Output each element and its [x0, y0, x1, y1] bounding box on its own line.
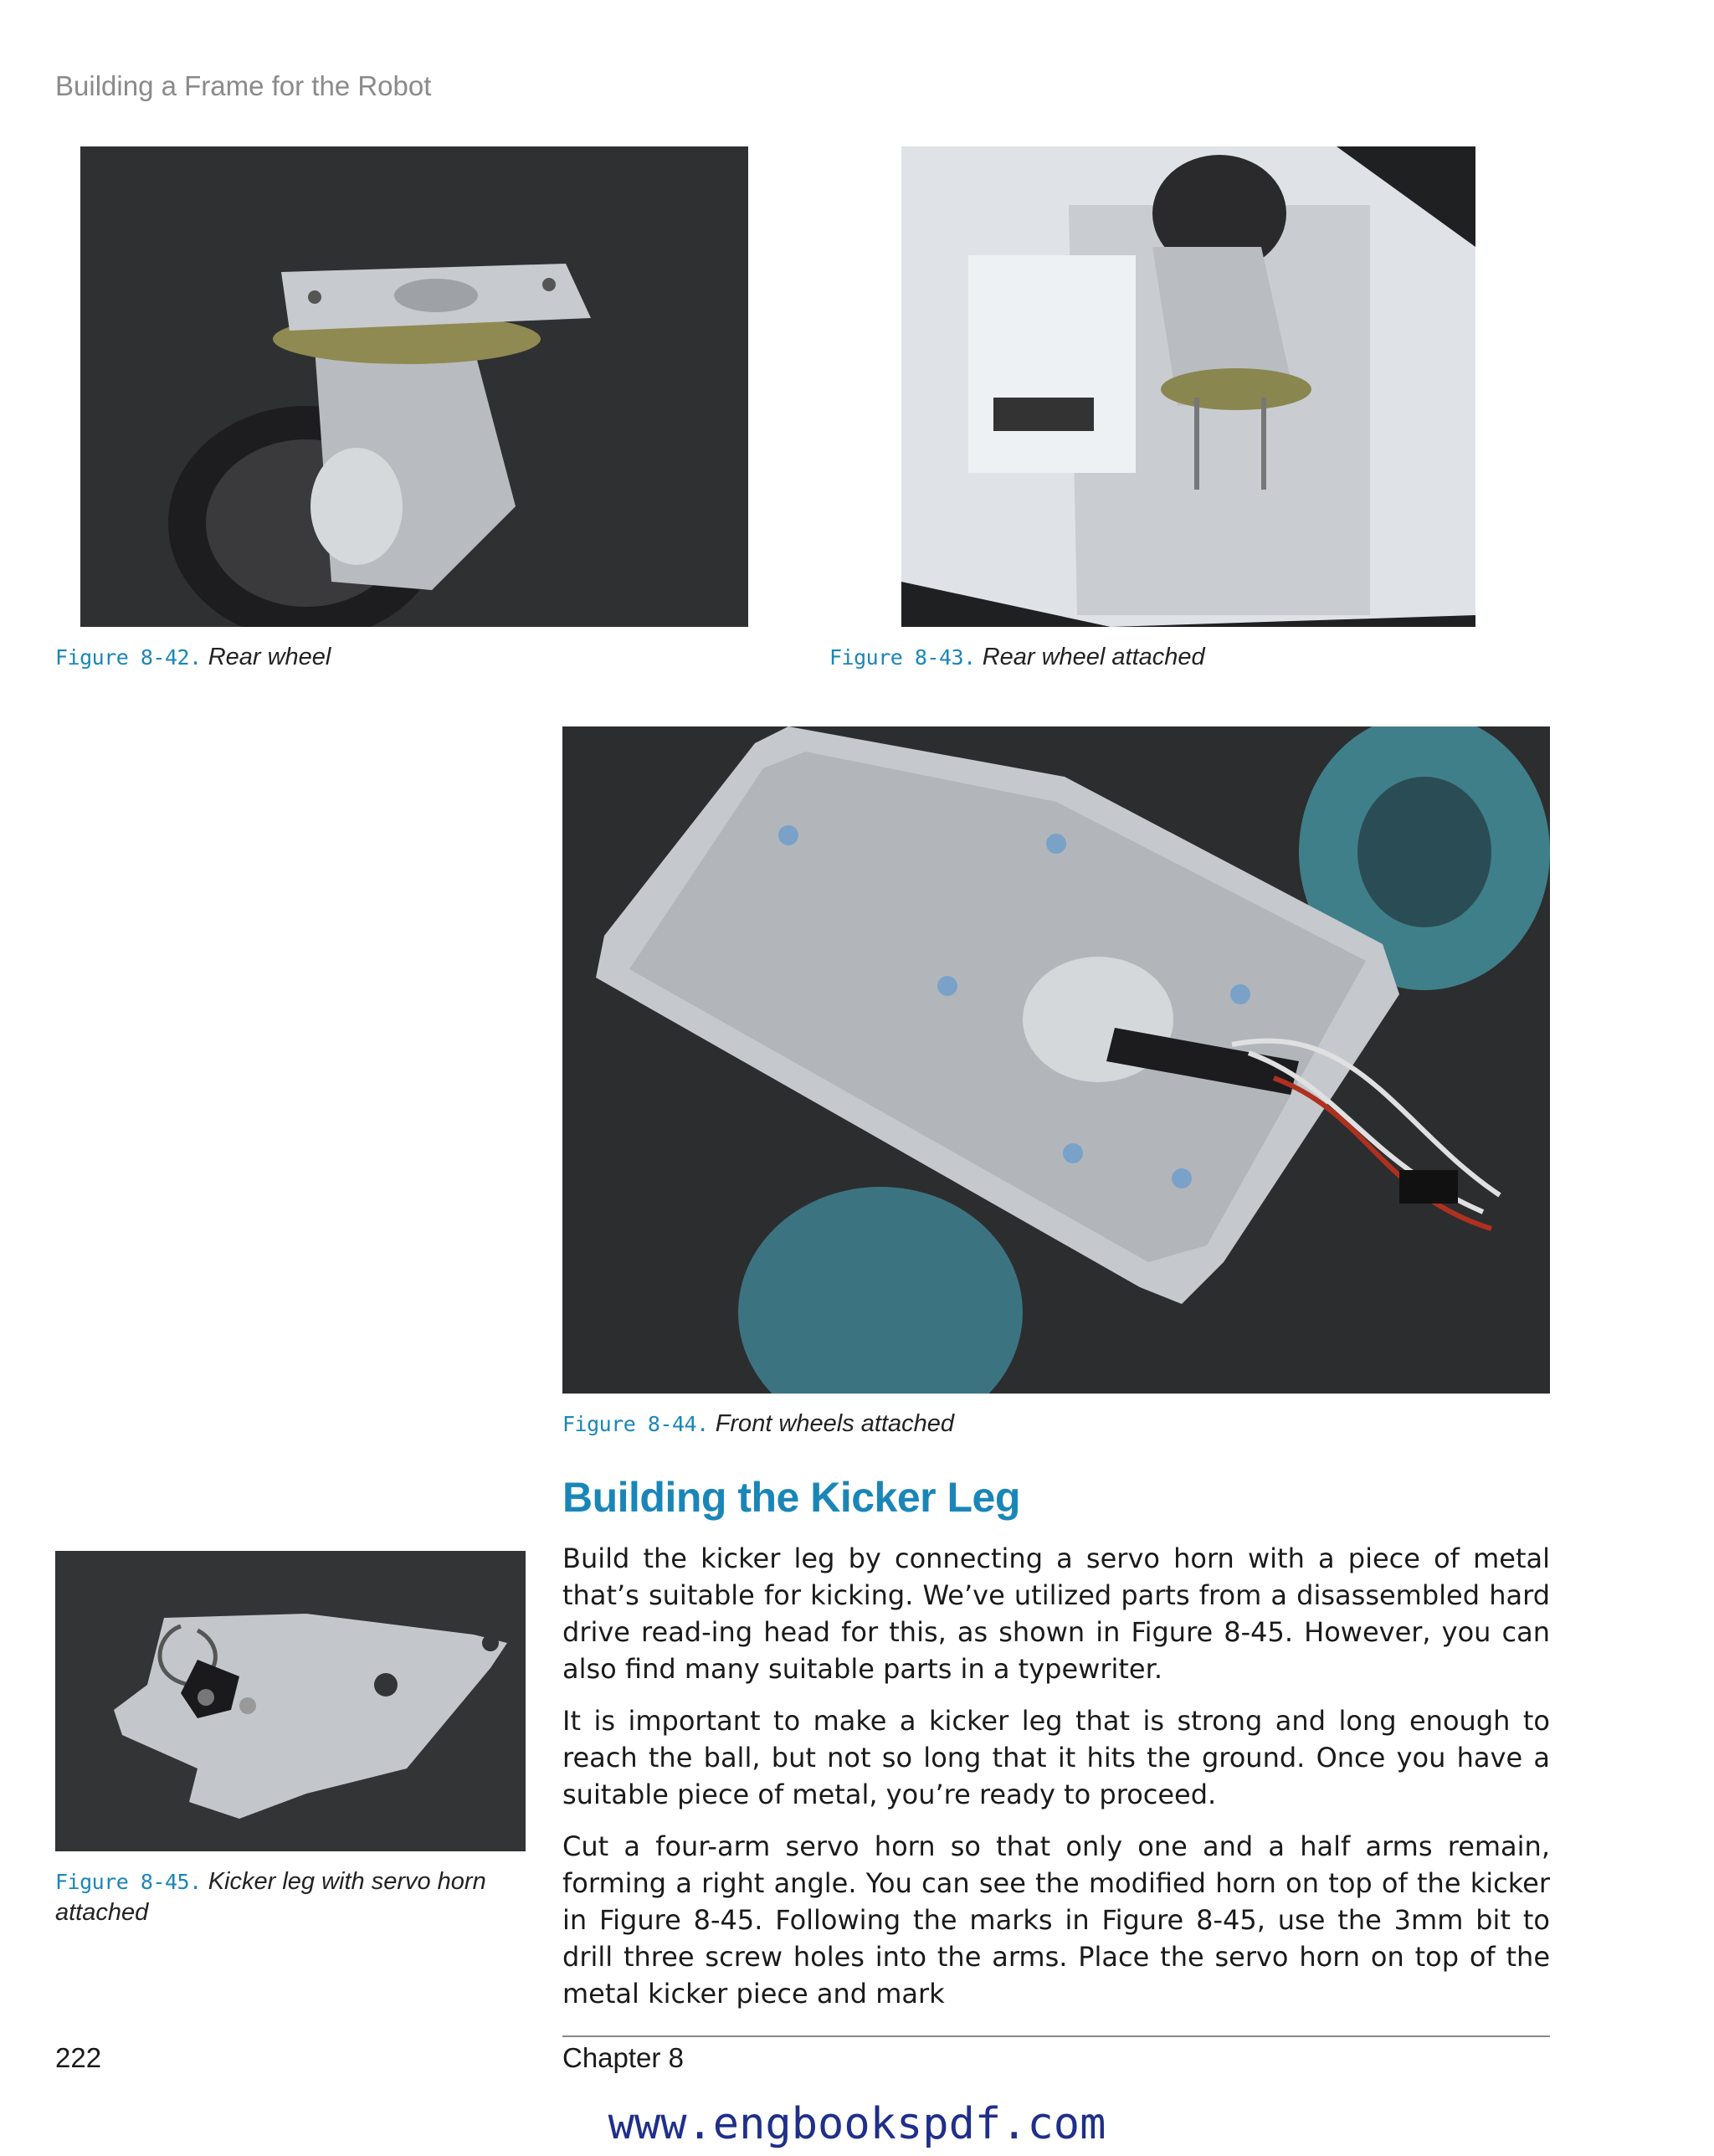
figure-8-44-photo — [562, 726, 1550, 1394]
figure-8-45-text: Kicker leg with servo horn attached — [55, 1868, 486, 1926]
paragraph-1: Build the kicker leg by connecting a servo horn with a piece of metal that’s suitable for kicking. We’ve utilized parts from a disassembled hard drive read-ing head for this, as shown in Figure 8-45. However, you can also find many suitable parts in a typewriter. — [562, 1543, 1550, 1685]
figure-8-43-photo — [901, 146, 1475, 627]
figure-8-43-text: Rear wheel attached — [982, 644, 1205, 670]
section-heading: Building the Kicker Leg — [562, 1474, 1020, 1521]
body-text — [562, 1540, 1550, 2027]
footer-rule — [562, 2035, 1550, 2037]
figure-8-43-label: Figure 8-43. — [829, 645, 976, 670]
figure-8-42-text: Rear wheel — [208, 644, 331, 670]
figure-8-44-caption — [562, 1409, 1550, 1440]
running-head: Building a Frame for the Robot — [55, 70, 432, 101]
watermark-link[interactable]: www.engbookspdf.com — [608, 2099, 1106, 2149]
figure-8-43-caption — [829, 642, 1499, 673]
paragraph-3: Cut a four-arm servo horn so that only one and a half arms remain, forming a right angle. You can see the modified horn on top of the kicker in Figure 8-45. Following the marks in Figure 8-45, use the 3mm bit to drill three screw holes into the arms. Place the servo horn on top of the metal kicker piece and mark — [562, 1830, 1550, 2010]
figure-8-45-photo — [55, 1551, 526, 1851]
figure-8-45-label: Figure 8-45. — [55, 1870, 202, 1894]
figure-8-45-caption — [55, 1866, 526, 1928]
paragraph-2: It is important to make a kicker leg that is strong and long enough to reach the ball, but not so long that it hits the ground. Once you have a suitable piece of metal, you’re ready to proceed. — [562, 1705, 1550, 1810]
figure-8-42-label: Figure 8-42. — [55, 645, 202, 670]
figure-8-44-text: Front wheels attached — [715, 1410, 955, 1437]
chapter-label: Chapter 8 — [562, 2042, 684, 2073]
figure-8-44-label: Figure 8-44. — [562, 1412, 709, 1436]
figure-8-42-photo — [80, 146, 748, 627]
figure-8-42-caption — [55, 642, 725, 673]
page-number: 222 — [55, 2042, 102, 2073]
